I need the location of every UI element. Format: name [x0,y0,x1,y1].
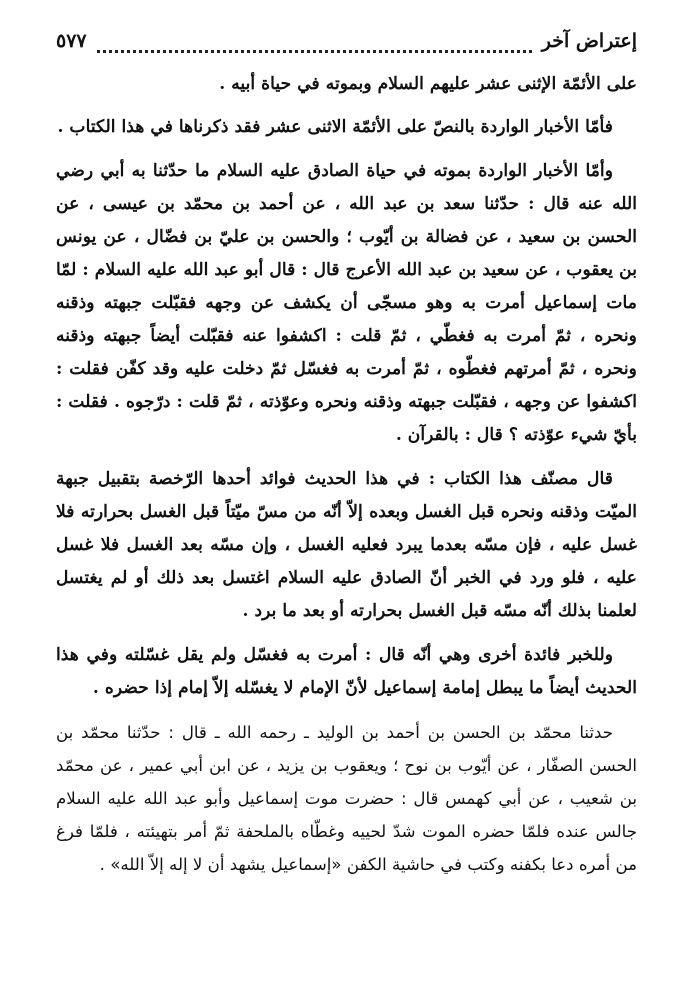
running-header [56,30,637,68]
paragraph-3: وأمّا الأخبار الواردة بموته في حياة الصادق عليه السلام ما حدّثنا به أبي رضي الله عنه قال : حدّثنا سعد بن عبد الله ، عن أحمد بن محمّد بن عيسى ، عن الحسن بن سعيد ، عن فضالة بن أيّوب ؛ والحسن بن عليّ بن فضّال ، عن يونس بن يعقوب ، عن سعيد بن عبد الله الأعرج قال : قال أبو عبد الله عليه السلام : لمّا مات إسماعيل أمرت به وهو مسجّى أن يكشف عن وجهه فقبّلت جبهته وذقنه ونحره ، ثمّ أمرت به فغطّي ، ثمّ قلت : اكشفوا عنه فقبّلت أيضاً جبهته وذقنه ونحره ، ثمّ أمرتهم فغطّوه ، ثمّ أمرت به فغسّل ثمّ دخلت عليه وقد كفّن فقلت : اكشفوا عن وجهه ، فقبّلت جبهته وذقنه ونحره وعوّذته ، ثمّ قلت : درّجوه . فقلت : بأيّ شيء عوّذته ؟ قال : بالقرآن . [56,161,637,445]
header-dot-leader [97,38,532,53]
page-number: ٥٧٧ [56,30,87,52]
paragraph-1: على الأئمّة الإثنى عشر عليهم السلام وبموته في حياة أبيه . [219,74,637,94]
header-title: إعتراض آخر [541,30,637,52]
paragraph-6: حدثنا محمّد بن الحسن بن أحمد بن الوليد ـ رحمه الله ـ قال : حدّثنا محمّد بن الحسن الصفّار ، عن أيّوب بن نوح ؛ ويعقوب بن يزيد ، عن ابن أبي عمير ، عن محمّد بن شعيب ، عن أبي كهمس قال : حضرت موت إسماعيل وأبو عبد الله عليه السلام جالس عنده فلمّا حضره الموت شدّ لحييه وغطّاه بالملحفة ثمّ أمر بتهيئته ، فلمّا فرغ من أمره دعا بكفنه وكتب في حاشية الكفن «إسماعيل يشهد أن لا إله إلاّ الله» . [56,723,637,874]
paragraph-2: فأمّا الأخبار الواردة بالنصّ على الأئمّة الاثنى عشر فقد ذكرناها في هذا الكتاب . [57,117,613,137]
paragraph-4: قال مصنّف هذا الكتاب : في هذا الحديث فوائد أحدها الرّخصة بتقبيل جبهة الميّت وذقنه ونحره قبل الغسل وبعده إلاّ أنّه من مسّ ميّتاً قبل الغسل بحرارته فلا غسل عليه ، فإن مسّه بعدما يبرد فعليه الغسل ، وإن مسّه بعد الغسل فلا غسل عليه ، فلو ورد في الخبر أنّ الصادق عليه السلام اغتسل بعد ذلك أو لم يغتسل لعلمنا بذلك أنّه مسّه قبل الغسل بحرارته أو بعد ما برد . [56,469,637,621]
paragraph-5: وللخبر فائدة أخرى وهي أنّه قال : أمرت به فغسّل ولم يقل غسّلته وفي هذا الحديث أيضاً ما يبطل إمامة إسماعيل لأنّ الإمام لا يغسّله إلاّ إمام إذا حضره . [56,645,637,698]
